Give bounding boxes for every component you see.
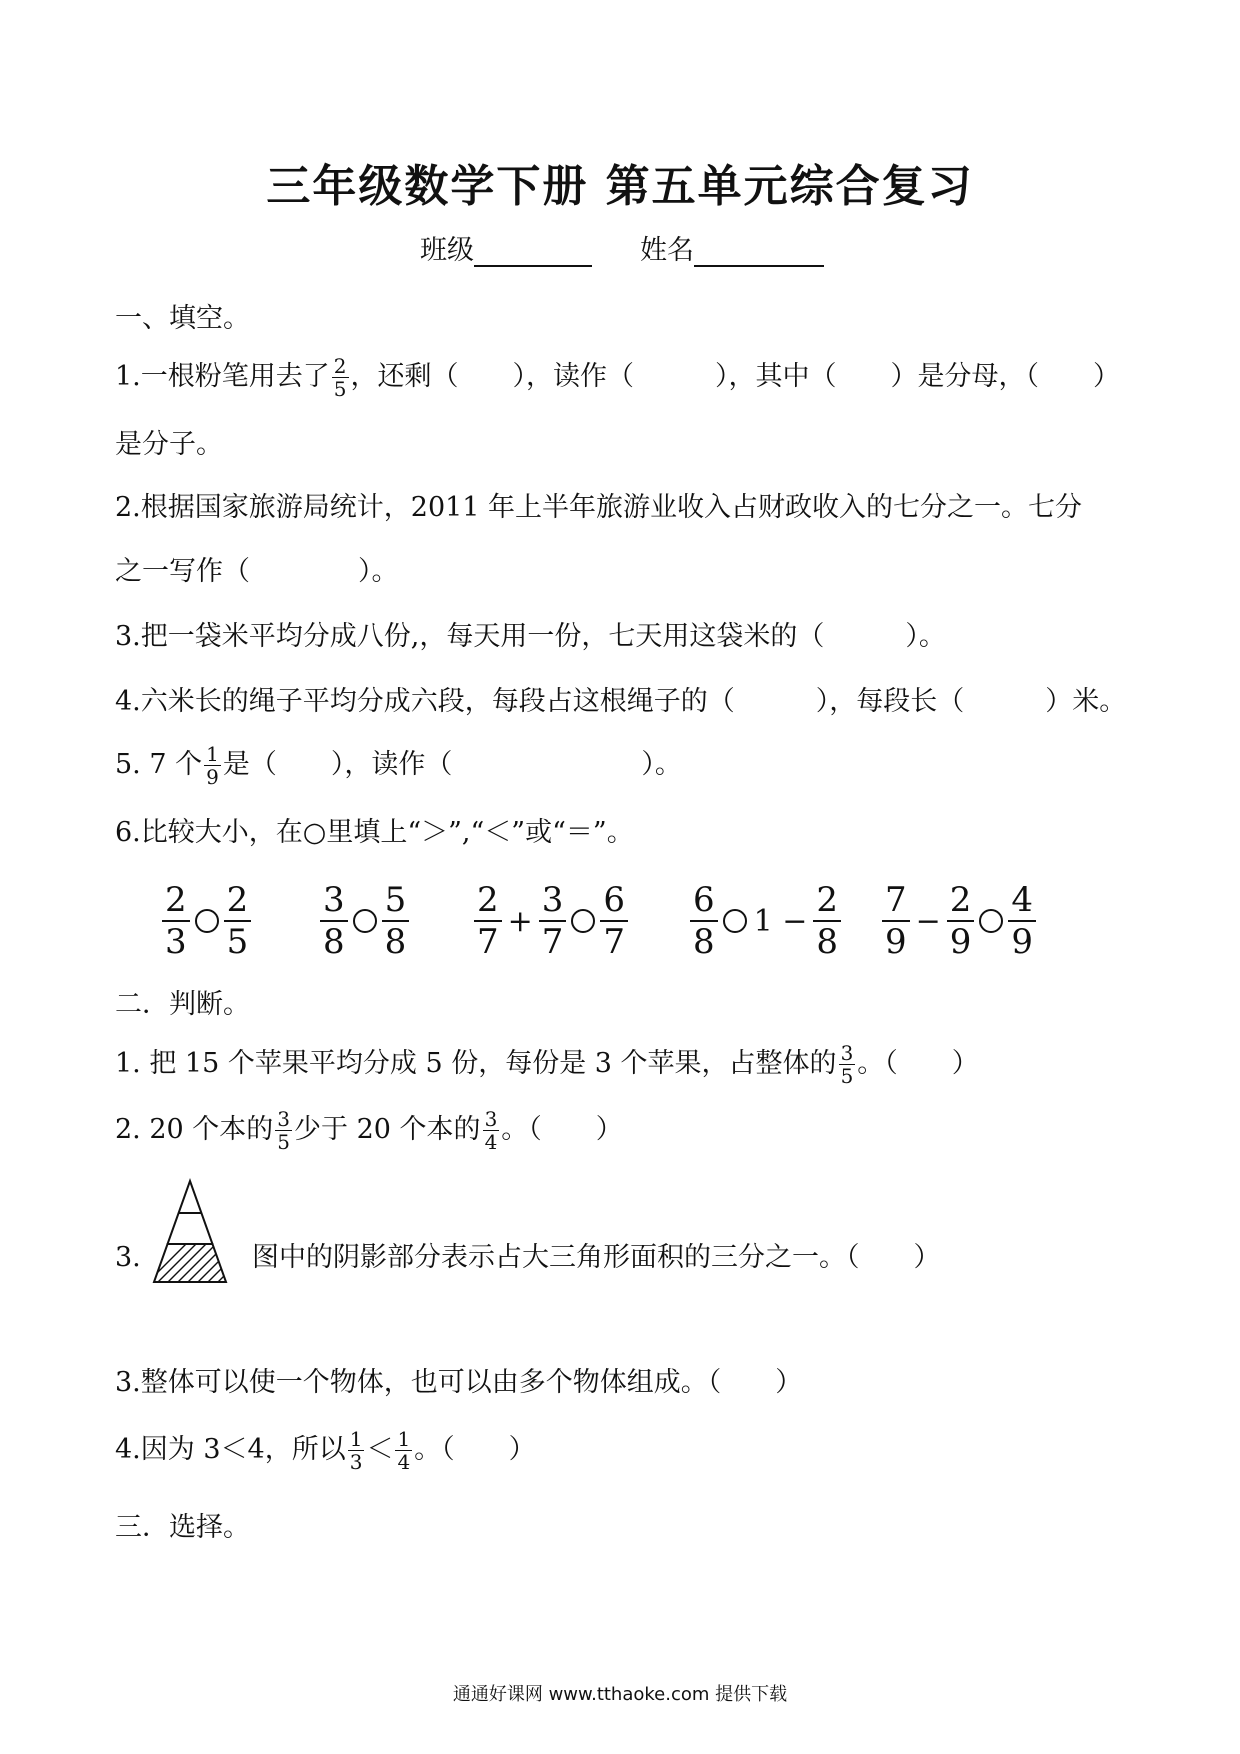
footer: 通通好课网 www.tthaoke.com 提供下载 (452, 1684, 788, 1705)
fraction: $\frac{1}{4}$ (397, 1427, 411, 1474)
compare-circle[interactable] (353, 909, 377, 933)
comparison-2: $\frac{3}{8}$ $\frac{5}{8}$ (318, 880, 411, 962)
compare-circle[interactable] (571, 909, 595, 933)
j3-number: 3. (115, 1242, 141, 1273)
q1-line2: 是分子。 (115, 429, 223, 460)
section1-heading: 一、填空。 (115, 303, 250, 334)
q4: 4.六米长的绳子平均分成六段，每段占这根绳子的（ ），每段长（ ）米。 (115, 686, 1127, 717)
fraction: $\frac{1}{9}$ (206, 742, 219, 789)
name-blank[interactable] (694, 239, 824, 267)
q6: 6.比较大小，在○里填上“＞”,“＜”或“＝”。 (115, 817, 634, 848)
section3-heading: 三．选择。 (115, 1512, 250, 1543)
fraction: $\frac{3}{5}$ (840, 1041, 854, 1088)
triangle-figure (152, 1178, 228, 1286)
j4: 3.整体可以使一个物体，也可以由多个物体组成。（ ） (115, 1367, 803, 1398)
comparison-3: $\frac{2}{7}$ + $\frac{3}{7}$ $\frac{6}{7}$ (472, 880, 630, 962)
comparison-4: $\frac{6}{8}$ 1 − $\frac{2}{8}$ (688, 880, 843, 962)
j2: 2. 20 个本的 $\frac{3}{5}$ 少于 20 个本的 $\frac{3}{4}$ 。（ ） (115, 1107, 623, 1154)
page-title: 三年级数学下册 第五单元综合复习 (266, 161, 974, 212)
section2-heading: 二．判断。 (115, 989, 250, 1020)
class-field (420, 228, 592, 267)
j3-text: 图中的阴影部分表示占大三角形面积的三分之一。（ ） (252, 1242, 941, 1273)
j1: 1. 把 15 个苹果平均分成 5 份，每份是 3 个苹果，占整体的 $\frac{3}{5}$ 。（ ） (115, 1041, 979, 1088)
q3: 3.把一袋米平均分成八份,，每天用一份，七天用这袋米的（ ）。 (115, 621, 946, 652)
name-field (640, 228, 824, 267)
fraction: $\frac{3}{4}$ (484, 1107, 498, 1154)
fraction: $\frac{1}{3}$ (349, 1427, 363, 1474)
compare-circle[interactable] (195, 909, 219, 933)
q2-line1: 2.根据国家旅游局统计，2011 年上半年旅游业收入占财政收入的七分之一。七分 (115, 492, 1083, 523)
compare-circle[interactable] (723, 909, 747, 933)
class-label: 班级 (420, 235, 474, 266)
q5: 5. 7 个 $\frac{1}{9}$ 是（ ），读作（ ）。 (115, 742, 682, 789)
j5: 4.因为 3＜4，所以 $\frac{1}{3}$ ＜ $\frac{1}{4}$ 。（ ） (115, 1427, 536, 1474)
compare-circle[interactable] (979, 909, 1003, 933)
fraction: $\frac{3}{5}$ (277, 1107, 291, 1154)
fraction: $\frac{2}{5}$ (333, 354, 347, 401)
comparison-5: $\frac{7}{9}$ − $\frac{2}{9}$ $\frac{4}{9}$ (880, 880, 1038, 962)
comparison-1: $\frac{2}{3}$ $\frac{2}{5}$ (160, 880, 253, 962)
q2-line2: 之一写作（ ）。 (115, 556, 399, 587)
name-label: 姓名 (640, 235, 694, 266)
q1-line1: 1.一根粉笔用去了 $\frac{2}{5}$ ，还剩（ ），读作（ ），其中（ ）是分母，（ ） (115, 354, 1120, 401)
class-blank[interactable] (474, 239, 592, 267)
